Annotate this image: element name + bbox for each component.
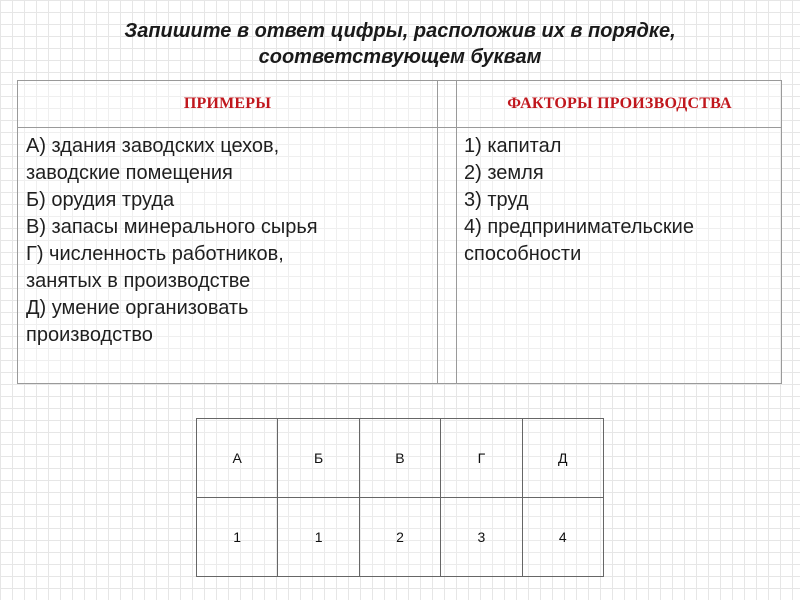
- example-line: Б) орудия труда: [26, 189, 175, 211]
- answer-letter-cell: Г: [441, 419, 522, 498]
- answer-table: [196, 418, 604, 577]
- instruction-title: [40, 18, 760, 70]
- factor-line: 3) труд: [464, 189, 529, 211]
- answer-digit-cell: 1: [278, 498, 359, 577]
- answer-letters-row: [197, 419, 604, 498]
- answer-letter-cell: Б: [278, 419, 359, 498]
- instruction-line-1: Запишите в ответ цифры, расположив их в порядке,: [124, 20, 676, 42]
- answer-letter-cell: Д: [522, 419, 603, 498]
- factor-line: 4) предпринимательские: [464, 216, 694, 238]
- example-line: Г) численность работников,: [26, 243, 284, 265]
- factors-header: ФАКТОРЫ ПРОИЗВОДСТВА: [507, 95, 732, 112]
- answer-digit-cell: 3: [441, 498, 522, 577]
- factors-list: [464, 133, 694, 268]
- example-line: Д) умение организовать: [26, 297, 249, 319]
- example-line: В) запасы минерального сырья: [26, 216, 318, 238]
- column-divider-left: [437, 81, 438, 383]
- example-line: А) здания заводских цехов,: [26, 135, 280, 157]
- matching-table: [17, 80, 782, 384]
- answer-letter-cell: В: [359, 419, 440, 498]
- factor-line: 1) капитал: [464, 135, 562, 157]
- instruction-line-2: соответствующем буквам: [258, 46, 542, 68]
- answer-digit-cell: 1: [197, 498, 278, 577]
- examples-list: [26, 133, 318, 349]
- answer-digits-row: [197, 498, 604, 577]
- example-line: заводские помещения: [26, 162, 233, 184]
- factor-line: способности: [464, 243, 582, 265]
- answer-digit-cell: 4: [522, 498, 603, 577]
- header-divider: [18, 127, 781, 128]
- factor-line: 2) земля: [464, 162, 544, 184]
- example-line: занятых в производстве: [26, 270, 251, 292]
- example-line: производство: [26, 324, 153, 346]
- answer-letter-cell: А: [197, 419, 278, 498]
- examples-header: ПРИМЕРЫ: [183, 95, 272, 112]
- answer-digit-cell: 2: [359, 498, 440, 577]
